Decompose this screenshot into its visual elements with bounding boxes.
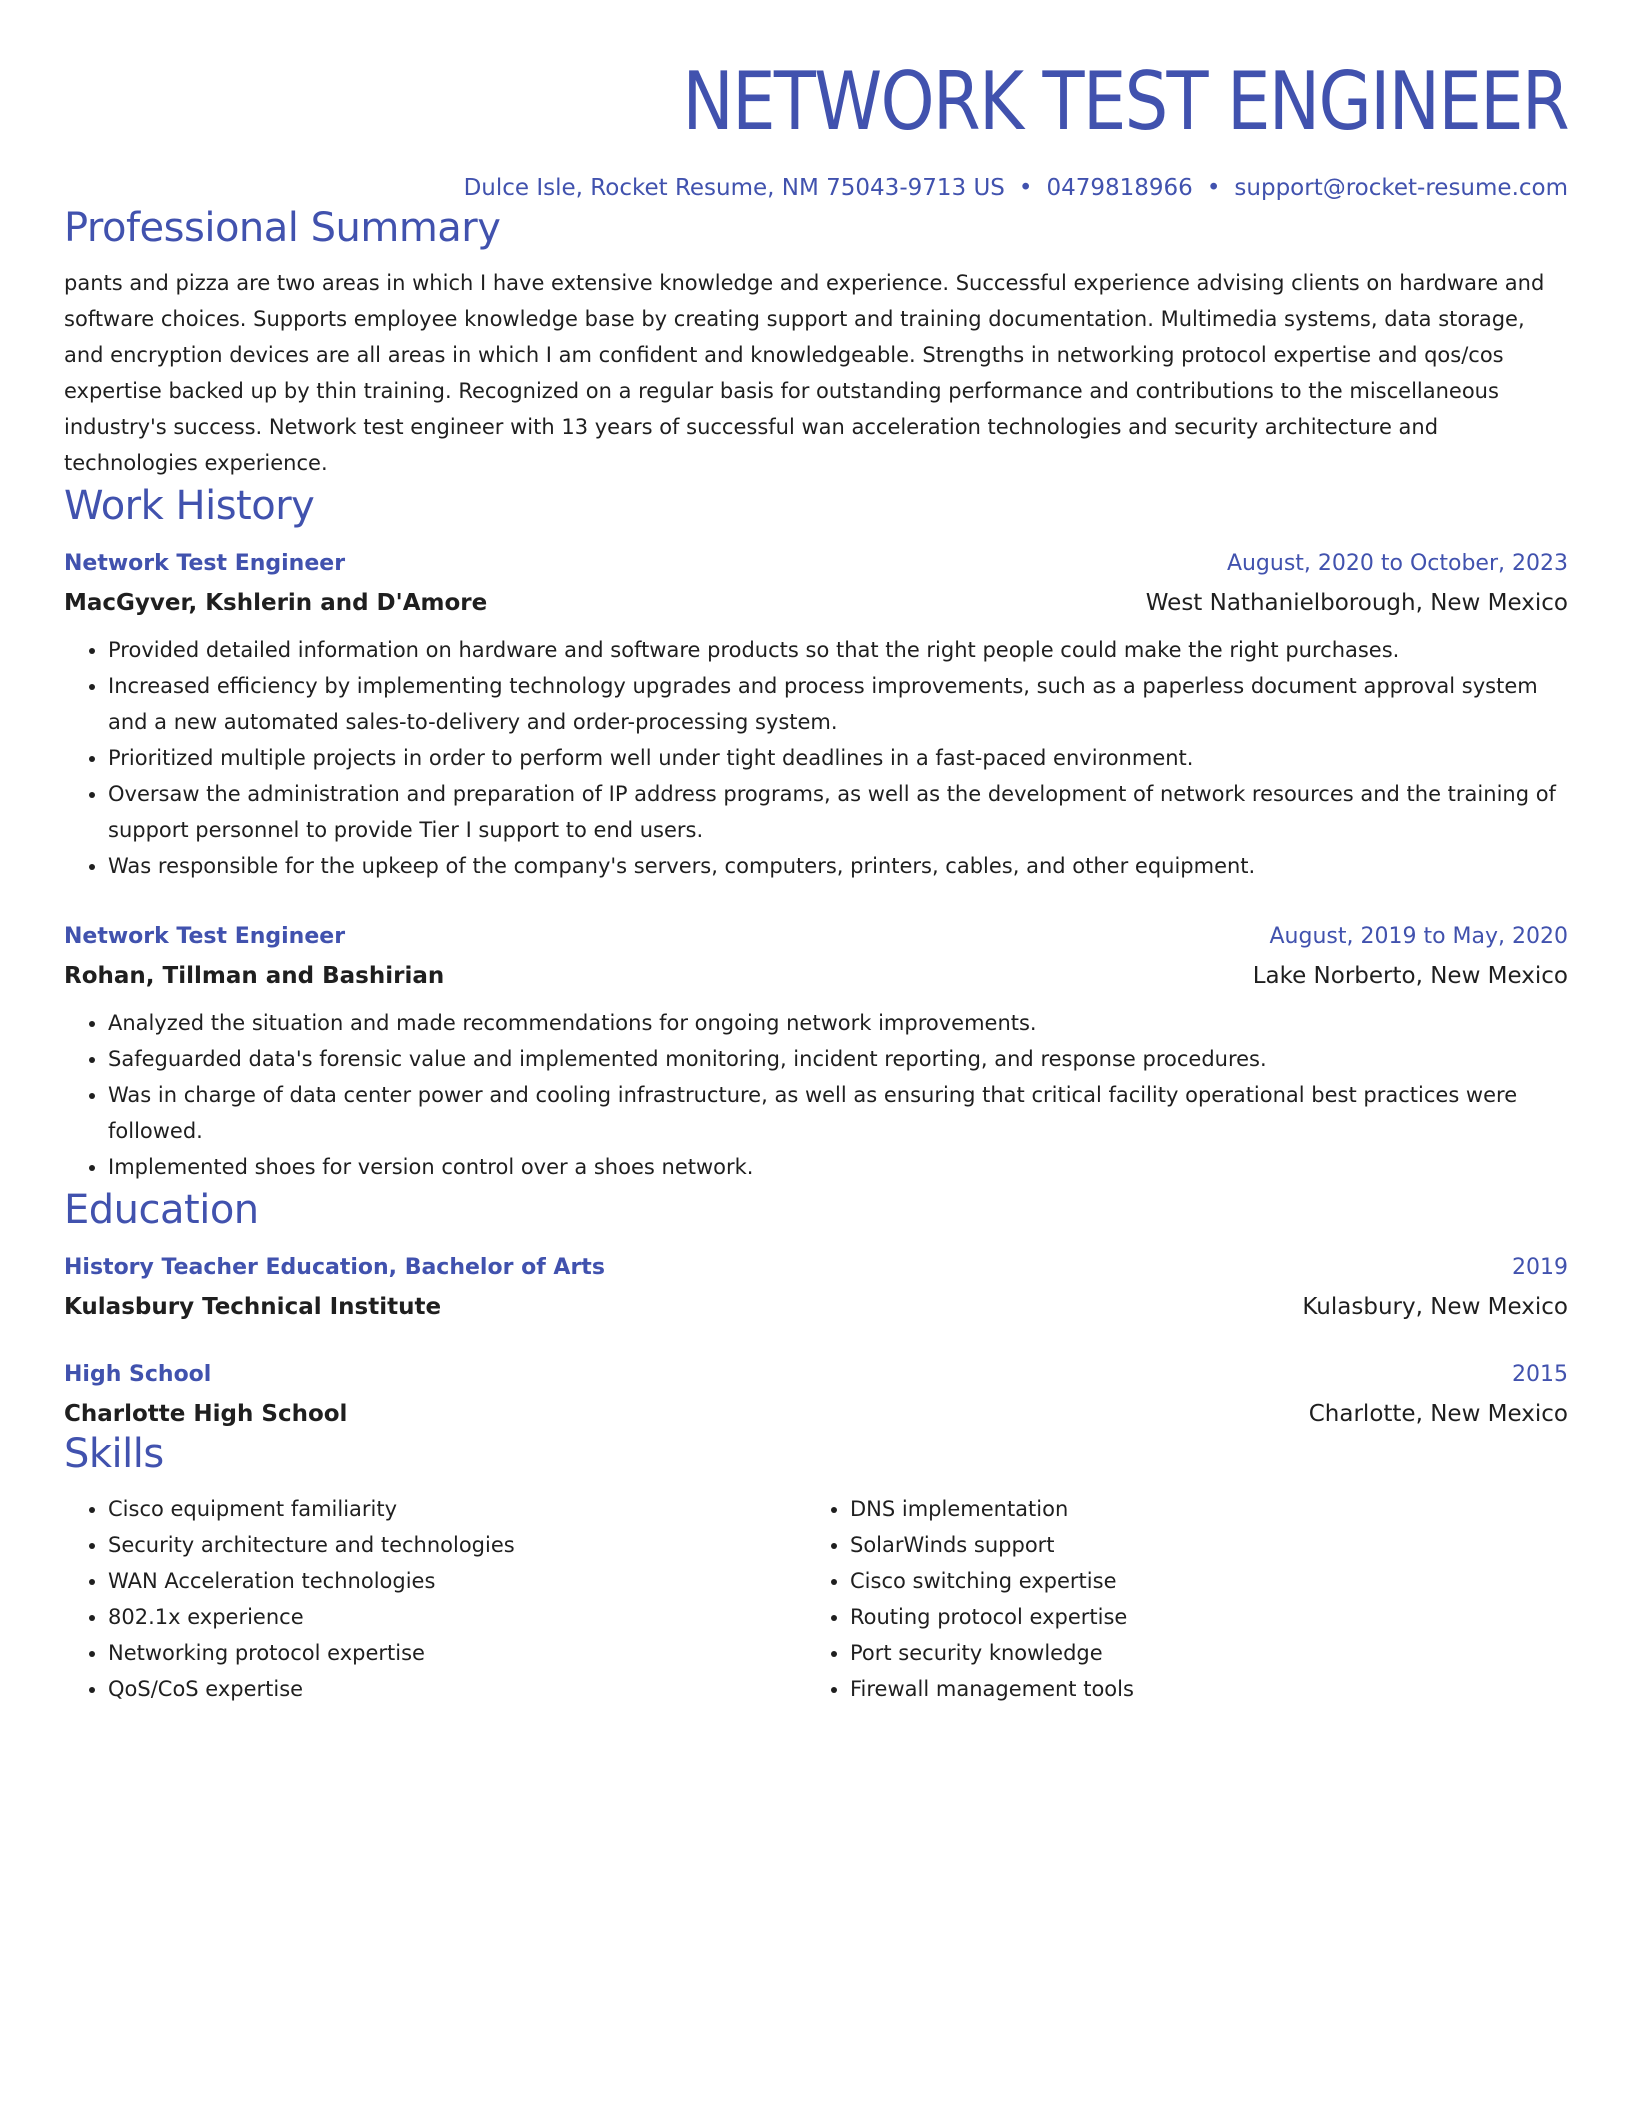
skill-item: • Cisco switching expertise — [850, 1563, 1548, 1599]
skill-item: • SolarWinds support — [850, 1527, 1548, 1563]
skill-item: • Port security knowledge — [850, 1635, 1548, 1671]
summary-heading: Professional Summary — [64, 205, 501, 251]
skill-item: • Cisco equipment familiarity — [108, 1491, 806, 1527]
skills-list-right — [806, 1491, 1548, 1707]
education-entry — [64, 1360, 1568, 1429]
job-header-row — [64, 922, 1568, 952]
education-degree: History Teacher Education, Bachelor of Arts — [64, 1255, 605, 1280]
education-school-row — [64, 1292, 1568, 1322]
job-bullet: • Was in charge of data center power and cooling infrastructure, as well as ensuring that critical facility operational best practices were followed. — [108, 1077, 1568, 1149]
contact-address: Dulce Isle, Rocket Resume, NM 75043-9713 US — [463, 175, 1005, 201]
education-year: 2019 — [1512, 1255, 1568, 1280]
summary-text: pants and pizza are two areas in which I have extensive knowledge and experience. Successful experience advising clients on hardware and software choices. Supports employee knowledge base by creating support and training documentation. Multimedia systems, data storage, and encryption devices are all areas in which I am confident and knowledgeable. Strengths in networking protocol expertise and qos/cos expertise backed up by thin training. Recognized on a regular basis for outstanding performance and contributions to the miscellaneous industry's success. Network test engineer with 13 years of successful wan acceleration technologies and security architecture and technologies experience. — [64, 271, 1545, 475]
job-company-row — [64, 961, 1568, 991]
contact-phone: 0479818966 — [1046, 175, 1193, 201]
contact-separator: • — [1018, 175, 1033, 201]
job-bullet: • Provided detailed information on hardware and software products so that the right people could make the right purchases. — [108, 632, 1568, 668]
job-bullet: • Implemented shoes for version control over a shoes network. — [108, 1149, 1568, 1185]
job-dates: August, 2020 to October, 2023 — [1226, 551, 1568, 576]
education-header-row — [64, 1253, 1568, 1283]
skill-item: • Security architecture and technologies — [108, 1527, 806, 1563]
job-bullets — [64, 632, 1568, 884]
skill-item: • Networking protocol expertise — [108, 1635, 806, 1671]
job-bullet: • Safeguarded data's forensic value and implemented monitoring, incident reporting, and response procedures. — [108, 1041, 1568, 1077]
job-entry — [64, 549, 1568, 884]
contact-email[interactable]: support@rocket-resume.com — [1234, 175, 1568, 201]
education-school-row — [64, 1399, 1568, 1429]
job-header-row — [64, 549, 1568, 579]
skills-columns — [64, 1491, 1568, 1707]
job-company-row — [64, 588, 1568, 618]
work-history-heading: Work History — [64, 483, 315, 529]
job-bullet: • Analyzed the situation and made recommendations for ongoing network improvements. — [108, 1005, 1568, 1041]
job-bullets — [64, 1005, 1568, 1185]
contact-line — [64, 173, 1568, 203]
resume-page — [64, 52, 1568, 1707]
job-location: Lake Norberto, New Mexico — [1252, 963, 1568, 989]
education-location: Charlotte, New Mexico — [1308, 1401, 1568, 1427]
skills-heading: Skills — [64, 1431, 164, 1477]
job-title: Network Test Engineer — [64, 924, 346, 949]
education-header-row — [64, 1360, 1568, 1390]
skill-item: • 802.1x experience — [108, 1599, 806, 1635]
skill-item: • Firewall management tools — [850, 1671, 1548, 1707]
education-entry — [64, 1253, 1568, 1322]
education-location: Kulasbury, New Mexico — [1302, 1294, 1568, 1320]
job-bullet: • Prioritized multiple projects in order to perform well under tight deadlines in a fast-paced environment. — [108, 740, 1568, 776]
job-title: Network Test Engineer — [64, 551, 346, 576]
job-dates: August, 2019 to May, 2020 — [1269, 924, 1568, 949]
skill-item: • DNS implementation — [850, 1491, 1548, 1527]
contact-separator: • — [1206, 175, 1221, 201]
education-school: Kulasbury Technical Institute — [64, 1294, 442, 1320]
skills-list-left — [64, 1491, 806, 1707]
job-company: Rohan, Tillman and Bashirian — [64, 963, 445, 989]
education-degree: High School — [64, 1362, 212, 1387]
education-heading: Education — [64, 1187, 259, 1233]
education-school: Charlotte High School — [64, 1401, 348, 1427]
skill-item: • QoS/CoS expertise — [108, 1671, 806, 1707]
skill-item: • WAN Acceleration technologies — [108, 1563, 806, 1599]
job-bullet: • Increased efficiency by implementing technology upgrades and process improvements, such as a paperless document approval system and a new automated sales-to-delivery and order-processing system. — [108, 668, 1568, 740]
education-year: 2015 — [1512, 1362, 1568, 1387]
skill-item: • Routing protocol expertise — [850, 1599, 1548, 1635]
job-company: MacGyver, Kshlerin and D'Amore — [64, 590, 488, 616]
resume-name: NETWORK TEST ENGINEER — [682, 55, 1568, 148]
job-bullet: • Oversaw the administration and preparation of IP address programs, as well as the development of network resources and the training of support personnel to provide Tier I support to end users. — [108, 776, 1568, 848]
job-entry — [64, 922, 1568, 1185]
job-bullet: • Was responsible for the upkeep of the company's servers, computers, printers, cables, and other equipment. — [108, 848, 1568, 884]
job-location: West Nathanielborough, New Mexico — [1145, 590, 1568, 616]
